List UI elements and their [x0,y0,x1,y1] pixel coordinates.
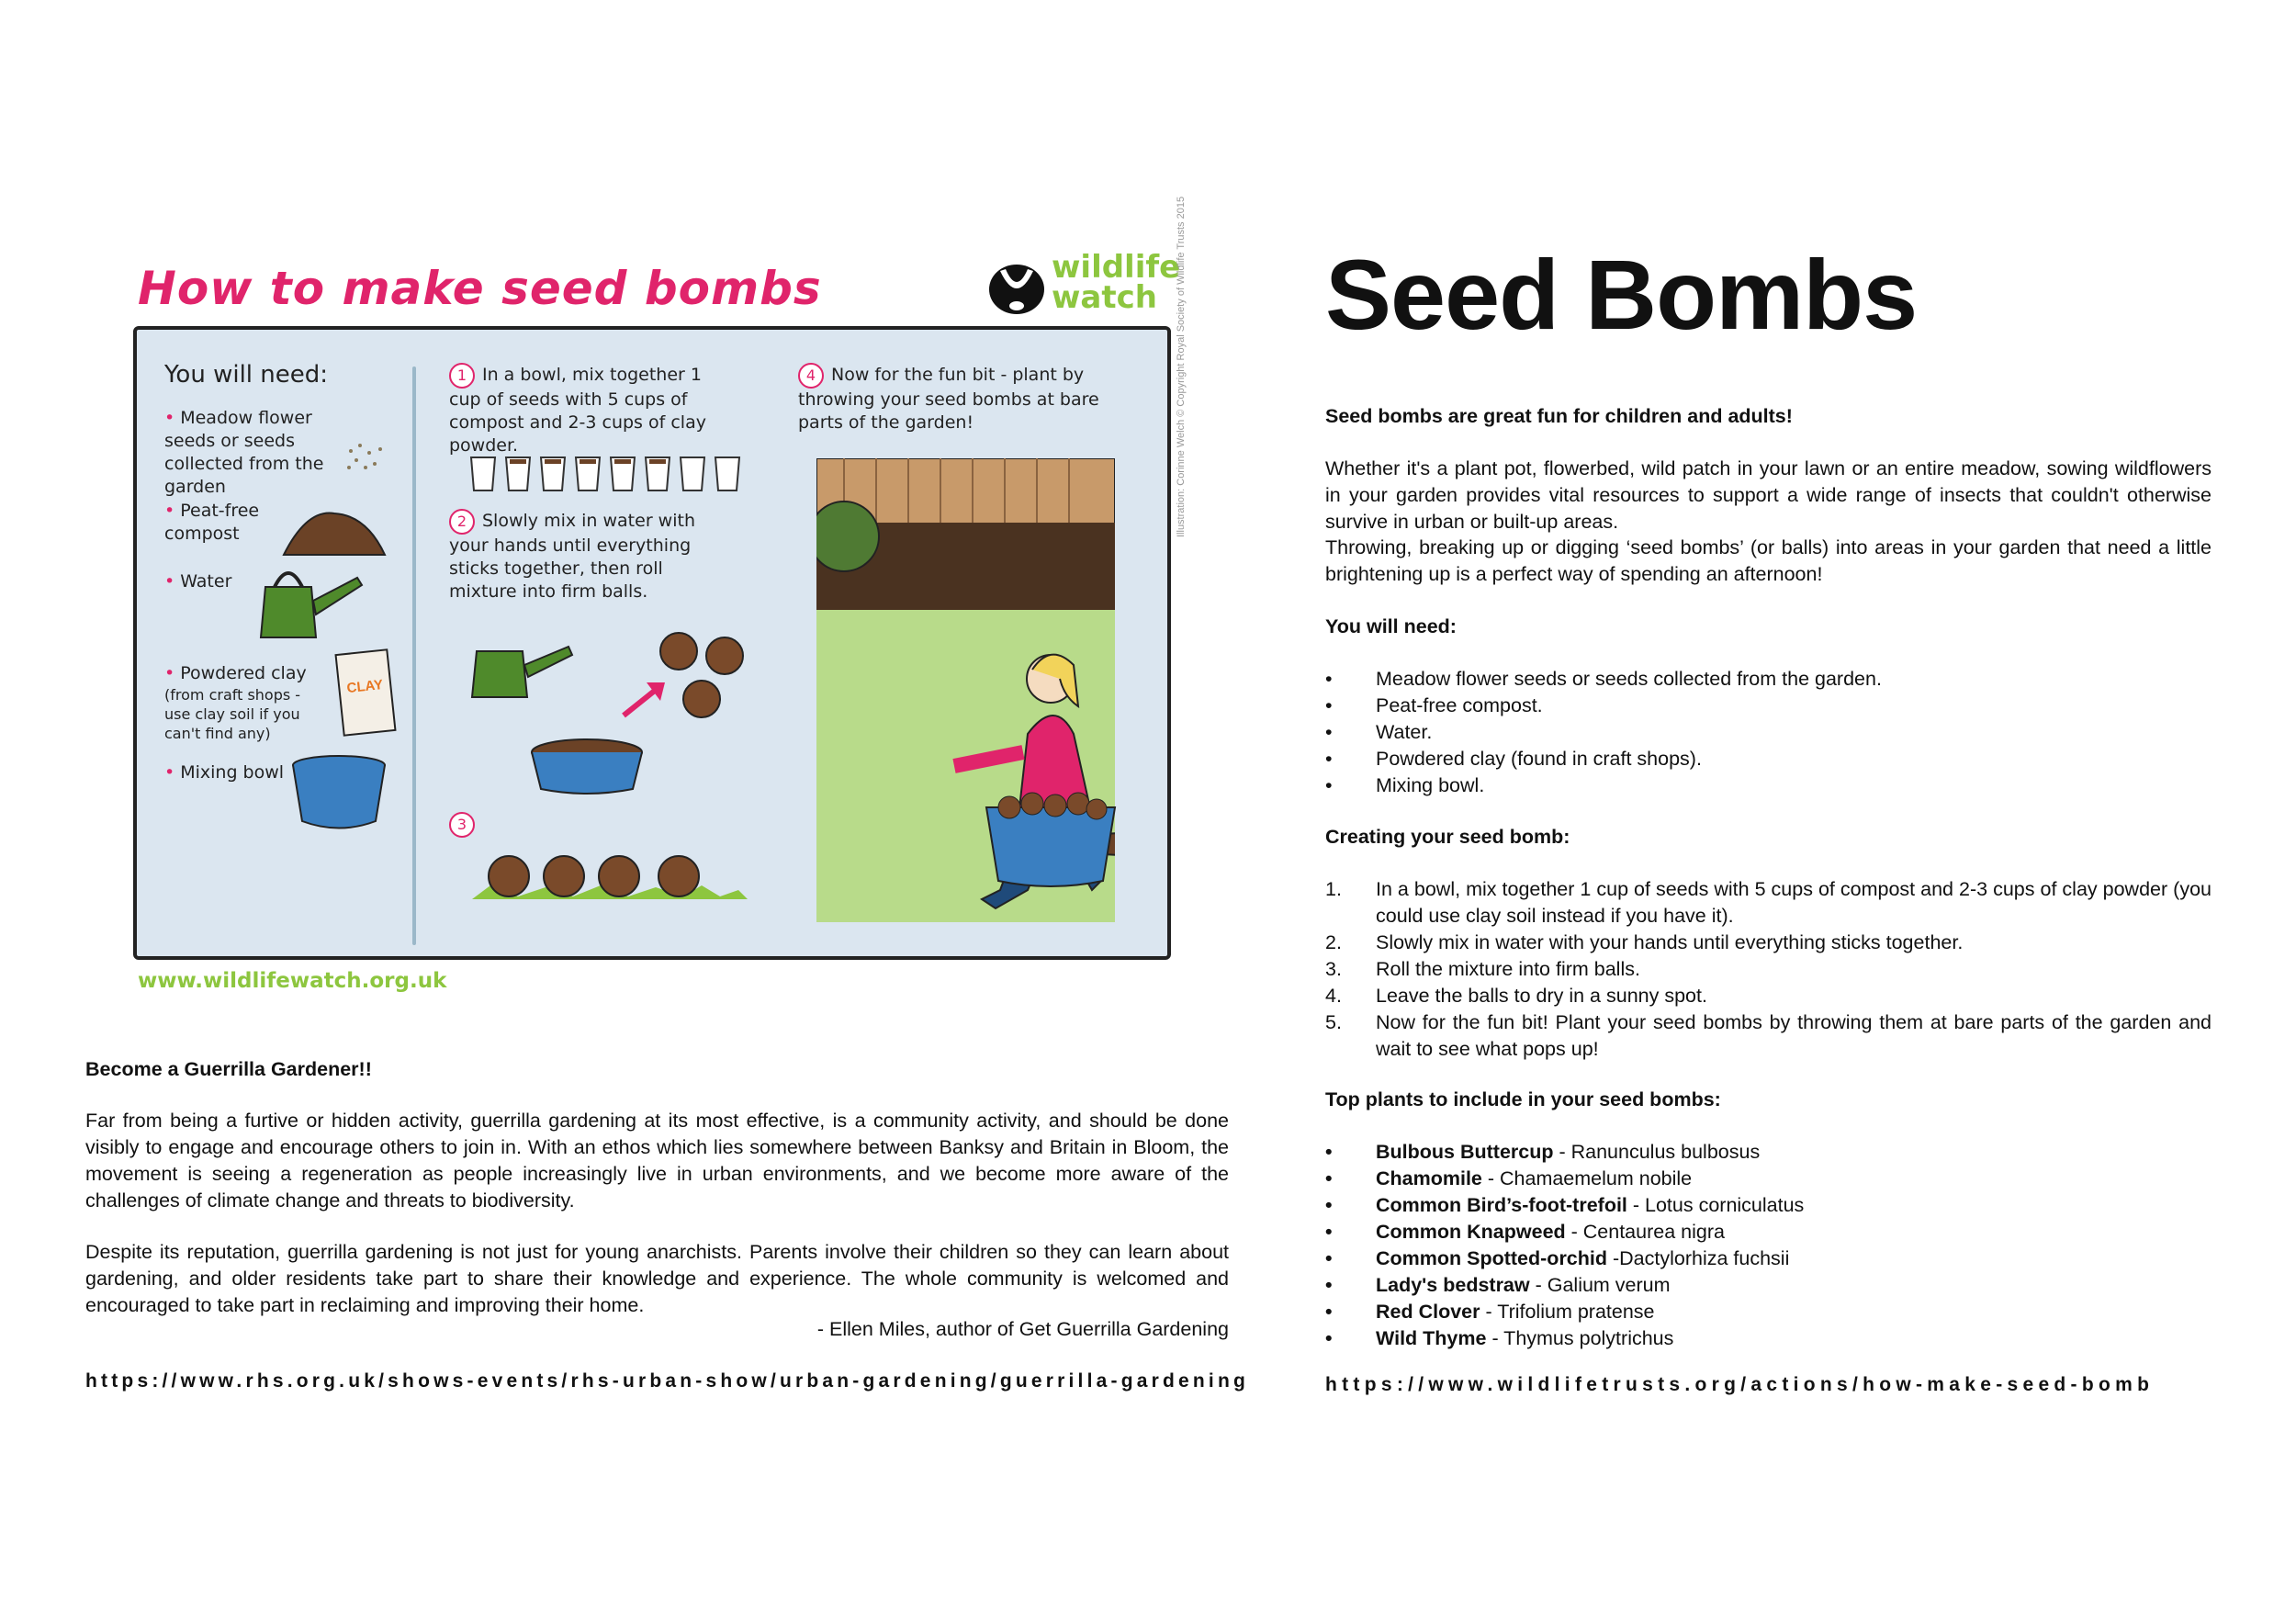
step-3: 3 [449,812,482,838]
logo-line-1: wildlife [1052,249,1181,286]
logo-line-2: watch [1052,279,1157,316]
guerrilla-paragraph-2: Despite its reputation, guerrilla gardening is not just for young anarchists. Parents involve their children so they can learn about gardening, and older residents take part to share their knowledge and experience. The whole community is welcomed and encouraged to take part in reclaiming and improving their home. [85,1241,1229,1316]
need-item-compost: • Peat-free compost [164,501,260,544]
list-item: 4. Leave the balls to dry in a sunny spot. [1325,985,1707,1007]
watering-can-icon [247,559,366,642]
list-item: • Common Spotted-orchid -Dactylorhiza fuchsii [1325,1247,1790,1269]
plants-list [1325,1139,2212,1352]
list-item: • Bulbous Buttercup - Ranunculus bulbosus [1325,1141,1761,1163]
cups-icon [467,454,761,495]
need-item-bowl: • Mixing bowl [164,762,285,783]
illustration-credit: Illustration: Corinne Welch © Copyright Royal Society of Wildlife Trusts 2015 [1176,196,1187,537]
steps-list [1325,876,2212,1063]
list-item: • Mixing bowl. [1325,774,1485,796]
seed-bomb-infographic [133,196,1189,1006]
intro-paragraph-1: Whether it's a plant pot, flowerbed, wild patch in your lawn or an entire meadow, sowing wildflowers in your garden provides vital resources to support a wide range of insects that couldn't otherwise survive in urban or built-up areas. [1325,457,2212,533]
compost-pile-icon [279,504,389,559]
bowl-of-seed-bombs-icon [982,789,1120,890]
wildlife-trusts-url[interactable]: https://www.wildlifetrusts.org/actions/how-make-seed-bomb [1325,1374,2155,1395]
list-item: • Water. [1325,721,1433,743]
creating-heading: Creating your seed bomb: [1325,826,1570,848]
attribution: - Ellen Miles, author of Get Guerrilla Gardening [816,1318,1229,1340]
list-item: • Meadow flower seeds or seeds collected from the garden. [1325,668,1882,690]
you-will-need-heading-text: You will need: [1325,615,1457,637]
infographic-title: How to make seed bombs [138,262,822,315]
mixing-scene-icon [467,614,761,798]
clay-bag-icon: CLAY [334,648,396,737]
list-item: 5. Now for the fun bit! Plant your seed bombs by throwing them at bare parts of the garden and wait to see what pops up! [1325,1011,2212,1060]
list-item: 2. Slowly mix in water with your hands until everything sticks together. [1325,931,1964,953]
divider-left [412,366,416,945]
list-item: • Common Bird’s-foot-trefoil - Lotus corniculatus [1325,1194,1805,1216]
guerrilla-heading: Become a Guerrilla Gardener!! [85,1058,372,1080]
list-item: • Chamomile - Chamaemelum nobile [1325,1167,1693,1189]
intro-line: Seed bombs are great fun for children and adults! [1325,405,1793,427]
need-item-seeds: • Meadow flower seeds or seeds collected from the garden [164,408,324,497]
need-item-water: • Water [164,571,232,592]
intro-paragraph-2: Throwing, breaking up or digging ‘seed bombs’ (or balls) into areas in your garden that need a little brightening up is a perfect way of spending an afternoon! [1325,536,2212,585]
step-4: 4 Now for the fun bit - plant by throwing your seed bombs at bare parts of the garden! [798,365,1099,433]
list-item: • Peat-free compost. [1325,694,1543,716]
list-item: • Powdered clay (found in craft shops). [1325,748,1702,770]
rhs-url[interactable]: https://www.rhs.org.uk/shows-events/rhs-urban-show/urban-gardening/guerrilla-gardening [85,1370,1249,1392]
list-item: 3. Roll the mixture into firm balls. [1325,958,1640,980]
you-will-need-heading: You will need: [164,361,329,389]
list-item: • Wild Thyme - Thymus polytrichus [1325,1327,1674,1349]
list-item: 1. In a bowl, mix together 1 cup of seeds with 5 cups of compost and 2-3 cups of clay powder (you could use clay soil instead if you have it). [1325,878,2212,927]
mixing-bowl-icon [288,752,389,835]
step-1: 1 In a bowl, mix together 1 cup of seeds with 5 cups of compost and 2-3 cups of clay powder. [449,365,706,456]
list-item: • Red Clover - Trifolium pratense [1325,1301,1655,1323]
needs-list [1325,666,2212,799]
instruction-panel [133,326,1171,960]
seed-balls-on-grass-icon [472,840,748,904]
wildlife-watch-website[interactable]: www.wildlifewatch.org.uk [138,969,447,993]
need-item-clay: • Powdered clay (from craft shops -use clay soil if you can't find any) [164,663,307,742]
list-item: • Common Knapweed - Centaurea nigra [1325,1221,1725,1243]
list-item: • Lady's bedstraw - Galium verum [1325,1274,1671,1296]
plants-heading: Top plants to include in your seed bombs: [1325,1088,1721,1110]
guerrilla-paragraph-1: Far from being a furtive or hidden activity, guerrilla gardening at its most effective, is a community activity, and should be done visibly to engage and encourage others to join in. With an ethos which lies somewhere between Banksy and Britain in Bloom, the movement is seeing a regeneration as people increasingly live in urban environments, and we become more aware of the challenges of climate change and threats to biodiversity. [85,1110,1229,1212]
step-2: 2 Slowly mix in water with your hands until everything sticks together, then roll mixture into firm balls. [449,511,695,602]
page-title: Seed Bombs [1325,239,1918,350]
wildlife-watch-logo [987,249,1181,326]
badger-icon [987,260,1046,317]
seeds-icon [343,440,389,477]
